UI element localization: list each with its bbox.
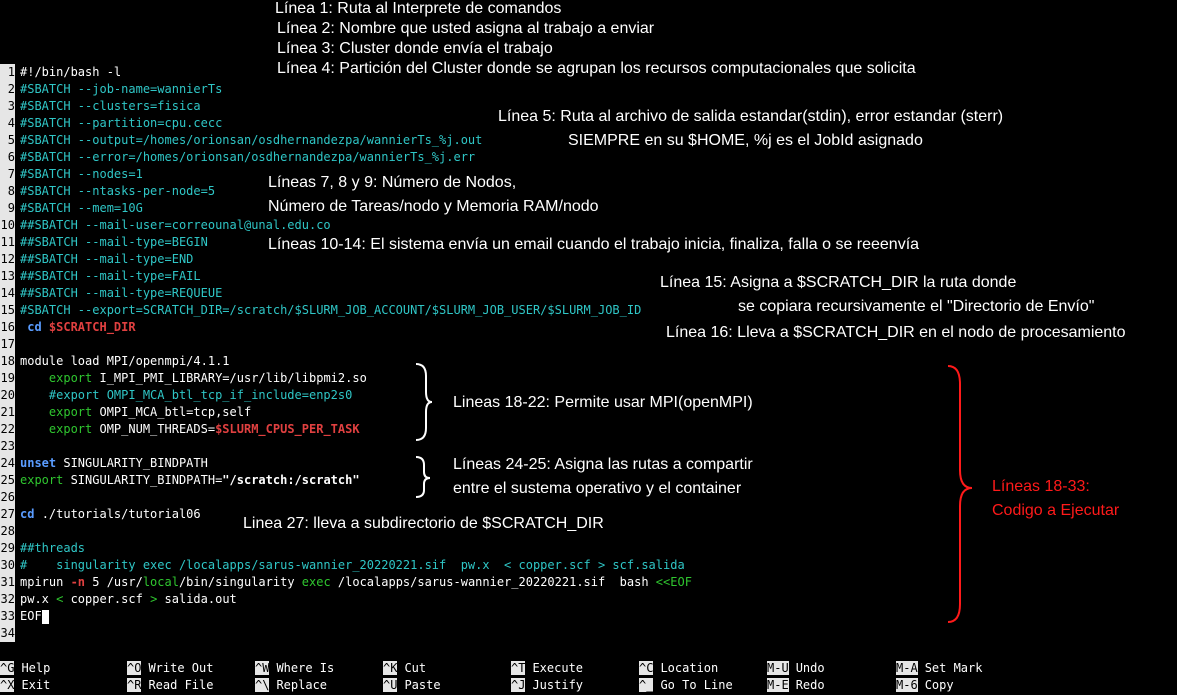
shortcut-key: ^U: [383, 678, 398, 692]
annotation-line2: Línea 2: Nombre que usted asigna al trabajo a enviar: [277, 20, 655, 37]
code-token: cd: [20, 320, 49, 334]
line-number: 19: [0, 371, 15, 385]
code-line[interactable]: [0, 523, 692, 540]
code-line[interactable]: [0, 421, 692, 438]
code-token: unset: [20, 456, 64, 470]
shortcut-key: M-A: [896, 661, 918, 675]
line-number: 29: [0, 541, 15, 555]
code-token: #SBATCH --job-name=wannierTs: [20, 82, 223, 96]
code-token: >: [150, 592, 158, 606]
line-number: 14: [0, 286, 15, 300]
line-number: 24: [0, 456, 15, 470]
line-number: 8: [0, 183, 15, 200]
brace-lines-18-33: [948, 366, 972, 622]
shortcut-undo[interactable]: [767, 660, 825, 677]
annotation-line16: Línea 16: Lleva a $SCRATCH_DIR en el nodo de procesamiento: [666, 324, 1126, 341]
line-number: 32: [0, 592, 15, 606]
code-line[interactable]: [0, 455, 692, 472]
annotation-line27: Linea 27: lleva a subdirectorio de $SCRATCH_DIR: [243, 515, 604, 532]
code-token: #SBATCH --mem=10G: [20, 201, 143, 215]
code-token: cd: [20, 507, 42, 521]
code-token: module load MPI/openmpi/4.1.1: [20, 354, 230, 368]
code-token: I_MPI_PMI_LIBRARY=/usr/lib/libpmi2.so: [99, 371, 367, 385]
line-number: 31: [0, 575, 15, 589]
code-token: ##SBATCH --mail-type=END: [20, 252, 194, 266]
code-line[interactable]: [0, 336, 692, 353]
annotation-lines789-b: Número de Tareas/nodo y Memoria RAM/nodo: [268, 198, 599, 215]
shortcut-paste[interactable]: [383, 677, 441, 694]
line-number: 21: [0, 405, 15, 419]
code-line[interactable]: [0, 370, 692, 387]
code-token: #export OMPI_MCA_btl_tcp_if_include=enp2s0: [20, 388, 353, 402]
code-token: ##SBATCH --mail-type=REQUEUE: [20, 286, 223, 300]
code-line[interactable]: [0, 115, 692, 132]
code-token: #SBATCH --ntasks-per-node=5: [20, 184, 216, 198]
code-line[interactable]: [0, 302, 692, 319]
code-line[interactable]: [0, 608, 692, 625]
shortcut-label: Replace: [276, 678, 328, 692]
annotation-line15-a: Línea 15: Asigna a $SCRATCH_DIR la ruta donde: [660, 274, 1017, 291]
annotation-lines789-a: Líneas 7, 8 y 9: Número de Nodos,: [268, 174, 517, 191]
code-token: #SBATCH --error=/homes/orionsan/osdhernandezpa/wannierTs_%j.err: [20, 150, 476, 164]
code-token: $SLURM_CPUS_PER_TASK: [215, 422, 360, 436]
line-number: 10: [0, 218, 15, 232]
code-line[interactable]: [0, 574, 692, 591]
shortcut-key: ^R: [127, 678, 142, 692]
code-token: export: [20, 473, 71, 487]
code-line[interactable]: [0, 149, 692, 166]
shortcut-key: ^C: [639, 661, 654, 675]
shortcut-key: ^W: [255, 661, 270, 675]
shortcut-label: Go To Line: [660, 678, 733, 692]
line-number: 12: [0, 252, 15, 266]
code-line[interactable]: [0, 557, 692, 574]
code-line[interactable]: [0, 489, 692, 506]
shortcut-help[interactable]: [0, 660, 50, 677]
line-number: 23: [0, 439, 15, 453]
shortcut-exit[interactable]: [0, 677, 50, 694]
shortcut-key: ^_: [639, 678, 654, 692]
code-line[interactable]: [0, 132, 692, 149]
annotation-lines2425-b: entre el sustema operativo y el container: [453, 480, 742, 497]
line-number: 11: [0, 235, 15, 249]
annotation-line5-b: SIEMPRE en su $HOME, %j es el JobId asignado: [568, 132, 923, 149]
code-token: ./tutorials/tutorial06: [41, 507, 201, 521]
annotation-lines1833-b: Codigo a Ejecutar: [992, 502, 1120, 519]
line-number: 33: [0, 609, 15, 623]
shortcut-where-is[interactable]: [255, 660, 334, 677]
line-number: 3: [0, 98, 15, 115]
code-line[interactable]: [0, 200, 692, 217]
line-number: 15: [0, 303, 15, 317]
shortcut-key: M-6: [896, 678, 918, 692]
shortcut-label: Set Mark: [924, 661, 983, 675]
code-token: local: [142, 575, 179, 589]
code-token: export: [20, 422, 100, 436]
shortcut-key: M-U: [767, 661, 789, 675]
shortcut-read-file[interactable]: [127, 677, 213, 694]
editor-text-area[interactable]: [0, 64, 692, 642]
code-line[interactable]: [0, 183, 692, 200]
shortcut-label: Paste: [404, 678, 441, 692]
annotation-line15-b: se copiara recursivamente el "Directorio de Envío": [738, 298, 1095, 315]
shortcut-location[interactable]: [639, 660, 718, 677]
annotation-lines2425-a: Líneas 24-25: Asigna las rutas a compartir: [453, 456, 753, 473]
shortcut-redo[interactable]: [767, 677, 825, 694]
code-line[interactable]: [0, 234, 692, 251]
shortcut-write-out[interactable]: [127, 660, 213, 677]
shortcut-label: Exit: [21, 678, 51, 692]
code-line[interactable]: [0, 438, 692, 455]
line-number: 17: [0, 337, 15, 351]
code-token: pw.x: [20, 592, 57, 606]
line-number: 20: [0, 388, 15, 402]
code-token: #SBATCH --export=SCRATCH_DIR=/scratch/$SLURM_JOB_ACCOUNT/$SLURM_JOB_USER/$SLURM_JOB_ID: [20, 303, 642, 317]
line-number: 16: [0, 320, 15, 334]
code-token: "/scratch:/scratch": [222, 473, 360, 487]
code-token: -n: [70, 575, 86, 589]
shortcut-justify[interactable]: [511, 677, 583, 694]
shortcut-go-to-line[interactable]: [639, 677, 733, 694]
code-token: #SBATCH --clusters=fisica: [20, 99, 201, 113]
shortcut-set-mark[interactable]: [896, 660, 982, 677]
shortcut-cut[interactable]: [383, 660, 426, 677]
code-token: <: [56, 592, 64, 606]
annotation-line3: Línea 3: Cluster donde envía el trabajo: [277, 40, 553, 57]
shortcut-execute[interactable]: [511, 660, 583, 677]
code-token: exec: [301, 575, 331, 589]
annotation-lines1822: Lineas 18-22: Permite usar MPI(openMPI): [453, 394, 753, 411]
shortcut-row: [0, 677, 1177, 694]
code-line[interactable]: [0, 506, 692, 523]
shortcut-label: Copy: [924, 678, 954, 692]
shortcut-label: Read File: [148, 678, 214, 692]
code-token: ##SBATCH --mail-type=FAIL: [20, 269, 201, 283]
shortcut-bar: [0, 660, 1177, 694]
code-line[interactable]: [0, 217, 692, 234]
shortcut-key: ^O: [127, 661, 142, 675]
line-number: 18: [0, 354, 15, 368]
shortcut-label: Help: [21, 661, 51, 675]
code-line[interactable]: [0, 625, 692, 642]
code-line[interactable]: [0, 166, 692, 183]
text-cursor: [42, 610, 49, 624]
line-number: 7: [0, 166, 15, 183]
code-token: /bin/singularity: [178, 575, 302, 589]
code-token: OMP_NUM_THREADS=: [99, 422, 216, 436]
line-number: 25: [0, 473, 15, 487]
shortcut-copy[interactable]: [896, 677, 954, 694]
line-number: 30: [0, 558, 15, 572]
code-token: /localapps/sarus-wannier_20220221.sif bash: [330, 575, 656, 589]
code-token: ##threads: [20, 541, 86, 555]
line-number: 1: [0, 64, 15, 81]
code-line[interactable]: [0, 285, 692, 302]
shortcut-key: ^J: [511, 678, 526, 692]
code-line[interactable]: [0, 387, 692, 404]
code-token: SINGULARITY_BINDPATH=: [70, 473, 223, 487]
shortcut-label: Cut: [404, 661, 427, 675]
annotation-lines1833-a: Líneas 18-33:: [992, 478, 1090, 495]
shortcut-label: Justify: [532, 678, 584, 692]
code-token: salida.out: [157, 592, 237, 606]
code-token: #SBATCH --nodes=1: [20, 167, 143, 181]
shortcut-row: [0, 660, 1177, 677]
shortcut-label: Undo: [795, 661, 825, 675]
code-token: <<EOF: [655, 575, 692, 589]
shortcut-label: Location: [660, 661, 719, 675]
code-token: # singularity exec /localapps/sarus-wannier_20220221.sif pw.x < copper.scf > scf.salida: [20, 558, 685, 572]
code-token: OMPI_MCA_btl=tcp,self: [99, 405, 252, 419]
code-token: $SCRATCH_DIR: [48, 320, 136, 334]
shortcut-label: Write Out: [148, 661, 214, 675]
line-number: 5: [0, 132, 15, 149]
shortcut-label: Where Is: [276, 661, 335, 675]
line-number: 4: [0, 115, 15, 132]
annotation-line1: Línea 1: Ruta al Interprete de comandos: [275, 0, 562, 17]
annotation-line5-a: Línea 5: Ruta al archivo de salida estandar(stdin), error estandar (sterr): [498, 108, 1004, 125]
shortcut-replace[interactable]: [255, 677, 327, 694]
code-token: export: [20, 371, 100, 385]
code-line[interactable]: [0, 540, 692, 557]
code-token: ##SBATCH --mail-user=correounal@unal.edu.co: [20, 218, 331, 232]
shortcut-key: ^T: [511, 661, 526, 675]
line-number: 34: [0, 626, 15, 640]
code-token: EOF: [20, 609, 42, 623]
line-number: 28: [0, 524, 15, 538]
line-number: 2: [0, 81, 15, 98]
code-line[interactable]: [0, 98, 692, 115]
shortcut-key: ^G: [0, 661, 15, 675]
line-number: 9: [0, 200, 15, 217]
code-token: #SBATCH --partition=cpu.cecc: [20, 116, 223, 130]
code-line[interactable]: [0, 472, 692, 489]
code-token: copper.scf: [63, 592, 151, 606]
annotation-line4: Línea 4: Partición del Cluster donde se agrupan los recursos computacionales que solicita: [277, 60, 916, 77]
line-number: 27: [0, 507, 15, 521]
annotation-lines1014: Líneas 10-14: El sistema envía un email cuando el trabajo inicia, finaliza, falla o se reeenvía: [268, 236, 920, 253]
line-number: 6: [0, 149, 15, 166]
shortcut-key: M-E: [767, 678, 789, 692]
code-line[interactable]: [0, 268, 692, 285]
shortcut-key: ^\: [255, 678, 270, 692]
shortcut-label: Redo: [795, 678, 825, 692]
shortcut-label: Execute: [532, 661, 584, 675]
code-line[interactable]: [0, 319, 692, 336]
code-token: ##SBATCH --mail-type=BEGIN: [20, 235, 208, 249]
code-line[interactable]: [0, 591, 692, 608]
code-token: #!/bin/bash -l: [20, 65, 122, 79]
code-token: mpirun: [20, 575, 71, 589]
code-line[interactable]: [0, 353, 692, 370]
code-line[interactable]: [0, 64, 692, 81]
code-line[interactable]: [0, 81, 692, 98]
line-number: 22: [0, 422, 15, 436]
code-token: #SBATCH --output=/homes/orionsan/osdhernandezpa/wannierTs_%j.out: [20, 133, 483, 147]
code-token: export: [20, 405, 100, 419]
line-number: 13: [0, 269, 15, 283]
shortcut-key: ^X: [0, 678, 15, 692]
code-token: SINGULARITY_BINDPATH: [63, 456, 208, 470]
code-token: 5 /usr/: [85, 575, 143, 589]
code-line[interactable]: [0, 251, 692, 268]
line-number: 26: [0, 490, 15, 504]
shortcut-key: ^K: [383, 661, 398, 675]
code-line[interactable]: [0, 404, 692, 421]
